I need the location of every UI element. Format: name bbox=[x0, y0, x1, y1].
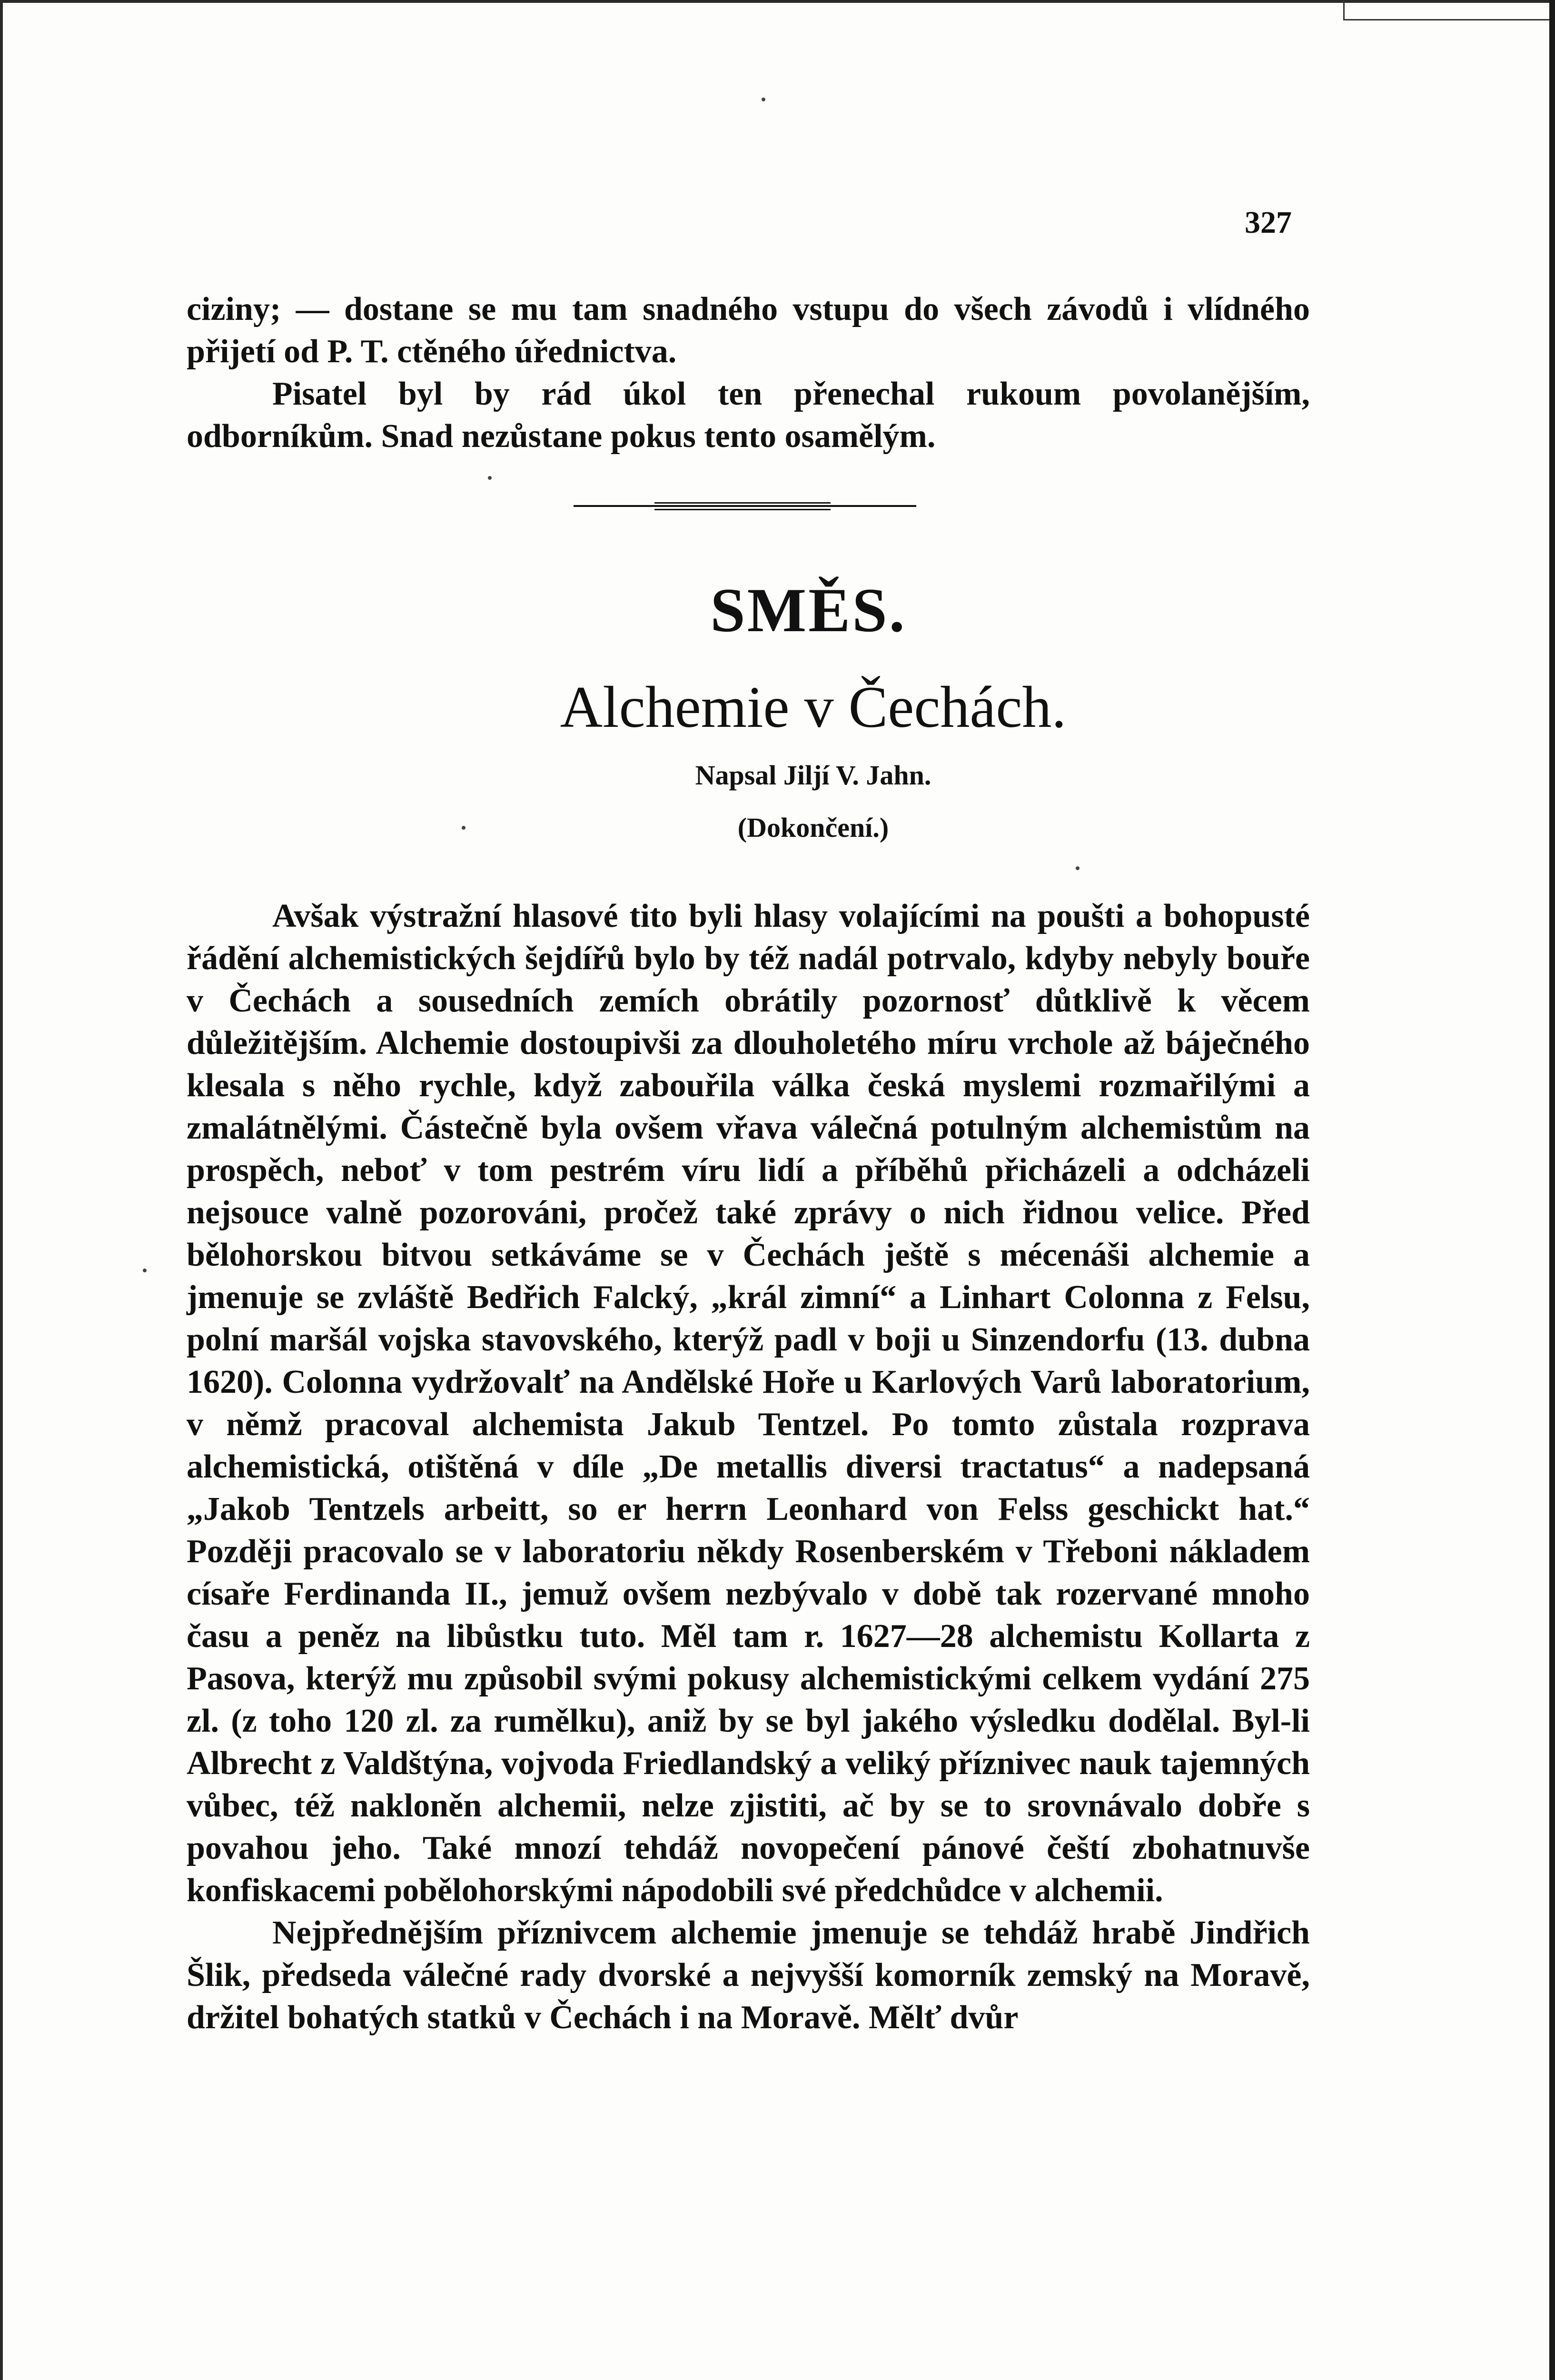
scan-border-top bbox=[0, 0, 1555, 3]
article-paragraph: Avšak výstražní hlasové tito byli hlasy volajícími na poušti a bohopusté řádění alchemistických šejdířů bylo by též nadál potrvalo, kdyby nebyly bouře v Čechách a sousedních zemích obrátily pozornosť důtklivě k věcem důležitějším. Alchemie dostoupivši za dlouholetého míru vrchole až báječného klesala s něho rychle, když zabouřila válka česká myslemi rozmařilými a zmalátnělými. Částečně byla ovšem vřava válečná potulným alchemistům na prospěch, neboť v tom pestrém víru lidí a příběhů přicházeli a odcházeli nejsouce valně pozorováni, pročež také zprávy o nich řidnou velice. Před bělohorskou bitvou setkáváme se v Čechách ještě s mécenáši alchemie a jmenuje se zvláště Bedřich Falcký, „král zimní“ a Linhart Colonna z Felsu, polní maršál vojska stavovského, kterýž padl v boji u Sinzendorfu (13. dubna 1620). Colonna vydržovalť na Andělské Hoře u Karlových Varů laboratorium, v němž pracoval alchemista Jakub Tentzel. Po tomto zůstala rozprava alchemistická, otištěná v díle „De metallis diversi tractatus“ a nadepsaná „Jakob Tentzels arbeitt, so er herrn Leonhard von Felss geschickt hat.“ Později pracovalo se v laboratoriu někdy Rosenberském v Třeboni nákladem císaře Ferdinanda II., jemuž ovšem nezbývalo v době tak rozervané mnoho času a peněz na libůstku tuto. Měl tam r. 1627—28 alchemistu Kollarta z Pasova, kterýž mu způsobil svými pokusy alchemistickými celkem vydání 275 zl. (z toho 120 zl. za rumělku), aniž by se byl jakého výsledku dodělal. Byl-li Albrecht z Valdštýna, vojvoda Friedlandský a veliký příznivec nauk tajemných vůbec, též nakloněn alchemii, nelze zjistiti, ač by se to srovnávalo dobře s povahou jeho. Také mnozí tehdáž novopečení pánové čeští zbohatnuvše konfiskacemi pobělohorskými nápodobili své předchůdce v alchemii. bbox=[187, 898, 1310, 1909]
continuation-note: (Dokončení.) bbox=[737, 812, 889, 843]
article-body bbox=[187, 895, 1310, 2039]
scan-speck bbox=[143, 1269, 147, 1272]
divider-line bbox=[654, 509, 831, 510]
intro-text bbox=[187, 288, 1310, 457]
section-title: SMĚS. bbox=[710, 575, 907, 645]
divider-line bbox=[654, 502, 831, 504]
divider-line bbox=[574, 505, 916, 507]
intro-paragraph: Pisatel byl by rád úkol ten přenechal rukoum povolanějším, odborníkům. Snad nezůstane pokus tento osamělým. bbox=[187, 376, 1310, 455]
intro-paragraph: ciziny; — dostane se mu tam snadného vstupu do všech závodů i vlídného přijetí od P. T. ctěného úřednictva. bbox=[187, 291, 1310, 370]
scan-speck bbox=[762, 98, 765, 101]
section-divider bbox=[574, 502, 916, 512]
scan-speck bbox=[488, 476, 492, 480]
scan-speck bbox=[1076, 866, 1080, 870]
scan-border-right bbox=[1549, 0, 1555, 2380]
article-title: Alchemie v Čechách. bbox=[560, 674, 1067, 740]
article-author: Napsal Jiljí V. Jahn. bbox=[695, 760, 931, 791]
scan-corner-mark bbox=[1343, 0, 1549, 20]
scan-border-left bbox=[0, 0, 3, 2380]
article-paragraph: Nejpřednějším příznivcem alchemie jmenuje se tehdáž hrabě Jindřich Šlik, předseda válečné rady dvorské a nejvyšší komorník zemský na Moravě, držitel bohatých statků v Čechách i na Moravě. Mělť dvůr bbox=[187, 1914, 1310, 2036]
page-number: 327 bbox=[1245, 205, 1292, 240]
